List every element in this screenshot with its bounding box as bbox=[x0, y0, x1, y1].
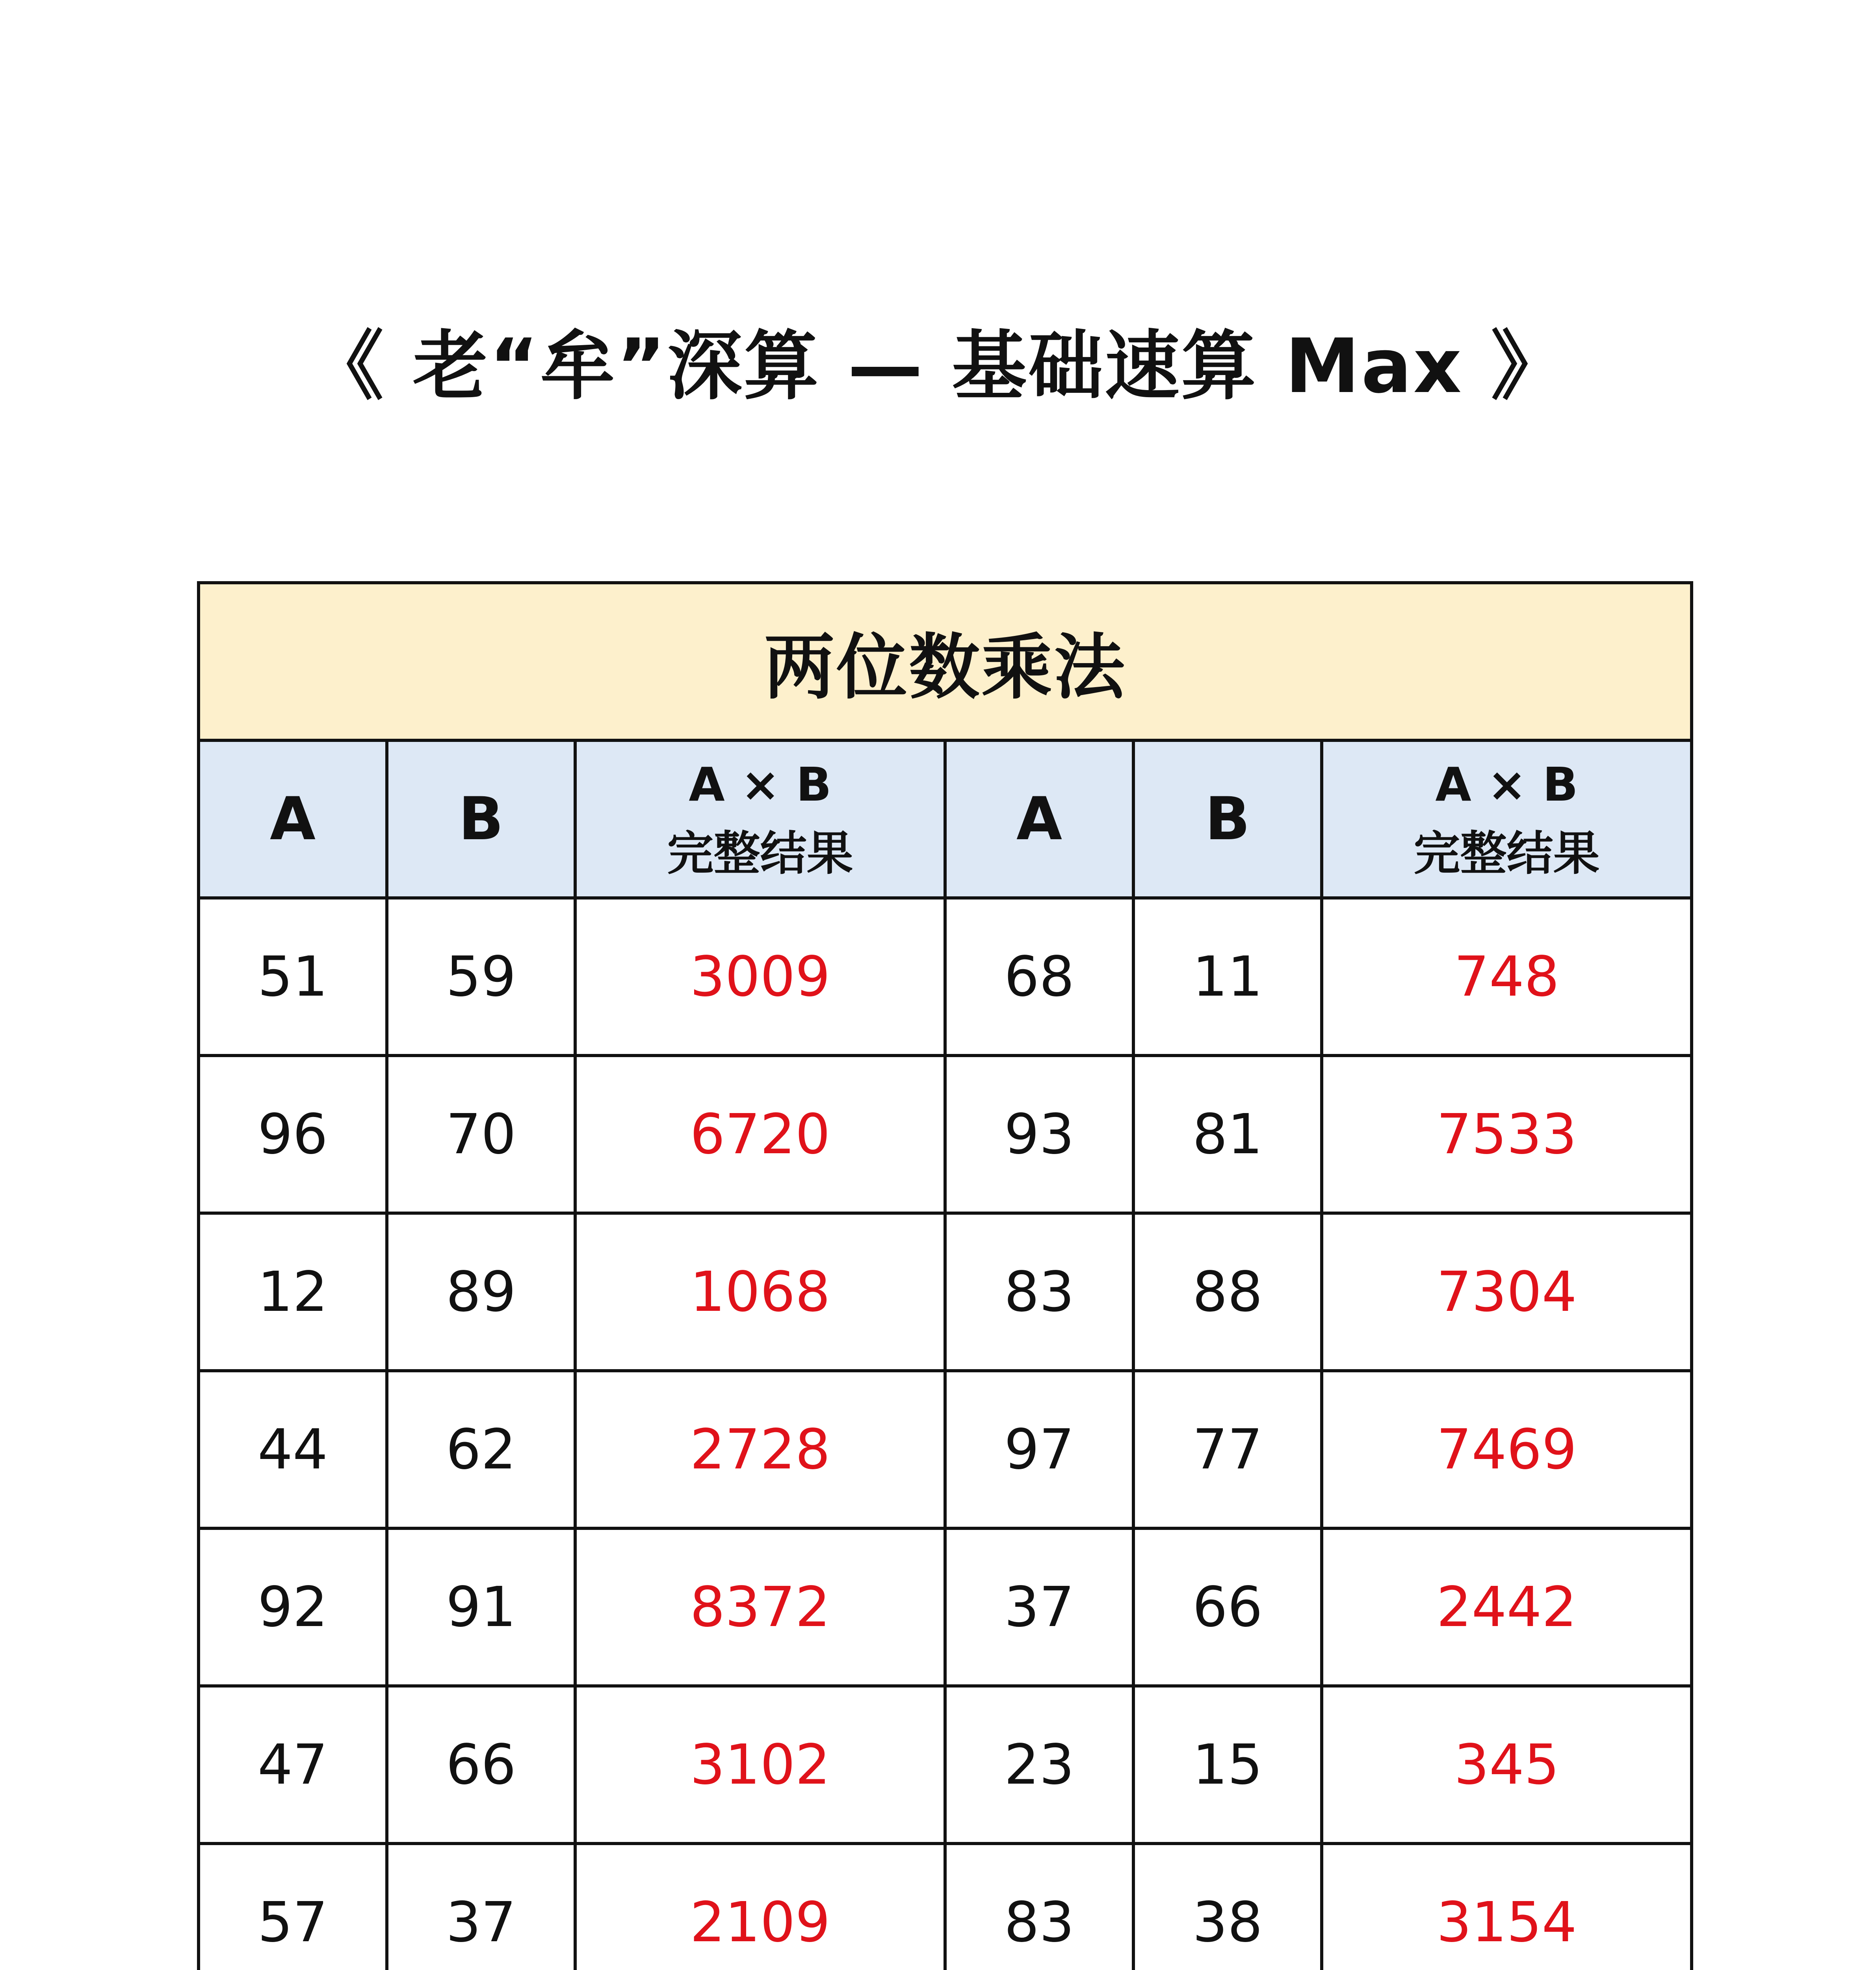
cell-right-product: 7469 bbox=[1322, 1371, 1692, 1528]
header-a-left: A bbox=[199, 740, 387, 898]
cell-left-product: 2109 bbox=[575, 1844, 945, 1970]
cell-right-b: 81 bbox=[1133, 1056, 1322, 1213]
cell-right-b: 15 bbox=[1133, 1686, 1322, 1844]
header-product-right-line2: 完整结果 bbox=[1414, 826, 1600, 881]
cell-left-product: 6720 bbox=[575, 1056, 945, 1213]
table-banner: 两位数乘法 bbox=[199, 583, 1692, 740]
cell-right-product: 345 bbox=[1322, 1686, 1692, 1844]
cell-left-a: 96 bbox=[199, 1056, 387, 1213]
cell-right-b: 88 bbox=[1133, 1213, 1322, 1371]
cell-right-b: 66 bbox=[1133, 1528, 1322, 1686]
table-row bbox=[199, 898, 1692, 1056]
column-header-row bbox=[199, 740, 1692, 898]
cell-right-a: 68 bbox=[945, 898, 1133, 1056]
cell-right-a: 83 bbox=[945, 1844, 1133, 1970]
header-b-left: B bbox=[387, 740, 575, 898]
table-row bbox=[199, 1686, 1692, 1844]
cell-right-product: 3154 bbox=[1322, 1844, 1692, 1970]
header-product-right-line1: A × B bbox=[1435, 757, 1578, 812]
cell-right-product: 7533 bbox=[1322, 1056, 1692, 1213]
header-product-left-line2: 完整结果 bbox=[667, 826, 853, 881]
table-row bbox=[199, 1844, 1692, 1970]
cell-left-b: 37 bbox=[387, 1844, 575, 1970]
cell-left-b: 70 bbox=[387, 1056, 575, 1213]
cell-left-b: 89 bbox=[387, 1213, 575, 1371]
cell-left-product: 3009 bbox=[575, 898, 945, 1056]
cell-right-product: 7304 bbox=[1322, 1213, 1692, 1371]
cell-right-b: 38 bbox=[1133, 1844, 1322, 1970]
table-row bbox=[199, 1056, 1692, 1213]
cell-left-b: 66 bbox=[387, 1686, 575, 1844]
table-row bbox=[199, 1528, 1692, 1686]
header-product-left bbox=[575, 740, 945, 898]
header-b-right: B bbox=[1133, 740, 1322, 898]
cell-left-b: 91 bbox=[387, 1528, 575, 1686]
cell-left-a: 12 bbox=[199, 1213, 387, 1371]
cell-right-product: 2442 bbox=[1322, 1528, 1692, 1686]
header-a-right: A bbox=[945, 740, 1133, 898]
cell-right-a: 37 bbox=[945, 1528, 1133, 1686]
cell-left-a: 47 bbox=[199, 1686, 387, 1844]
table-row bbox=[199, 1213, 1692, 1371]
cell-left-b: 62 bbox=[387, 1371, 575, 1528]
cell-left-b: 59 bbox=[387, 898, 575, 1056]
cell-left-a: 92 bbox=[199, 1528, 387, 1686]
table-banner-row bbox=[199, 583, 1692, 740]
page-title: 《 老“牟”深算 — 基础速算 Max 》 bbox=[308, 323, 1568, 410]
cell-right-product: 748 bbox=[1322, 898, 1692, 1056]
cell-left-product: 2728 bbox=[575, 1371, 945, 1528]
cell-left-a: 51 bbox=[199, 898, 387, 1056]
cell-left-product: 8372 bbox=[575, 1528, 945, 1686]
header-product-left-line1: A × B bbox=[689, 757, 832, 812]
cell-right-a: 23 bbox=[945, 1686, 1133, 1844]
table-body bbox=[199, 898, 1692, 1970]
multiplication-table bbox=[197, 581, 1693, 1970]
cell-left-a: 44 bbox=[199, 1371, 387, 1528]
cell-left-product: 1068 bbox=[575, 1213, 945, 1371]
table-row bbox=[199, 1371, 1692, 1528]
cell-right-a: 83 bbox=[945, 1213, 1133, 1371]
header-product-right bbox=[1322, 740, 1692, 898]
cell-right-b: 11 bbox=[1133, 898, 1322, 1056]
cell-right-b: 77 bbox=[1133, 1371, 1322, 1528]
cell-right-a: 93 bbox=[945, 1056, 1133, 1213]
cell-left-product: 3102 bbox=[575, 1686, 945, 1844]
cell-right-a: 97 bbox=[945, 1371, 1133, 1528]
cell-left-a: 57 bbox=[199, 1844, 387, 1970]
